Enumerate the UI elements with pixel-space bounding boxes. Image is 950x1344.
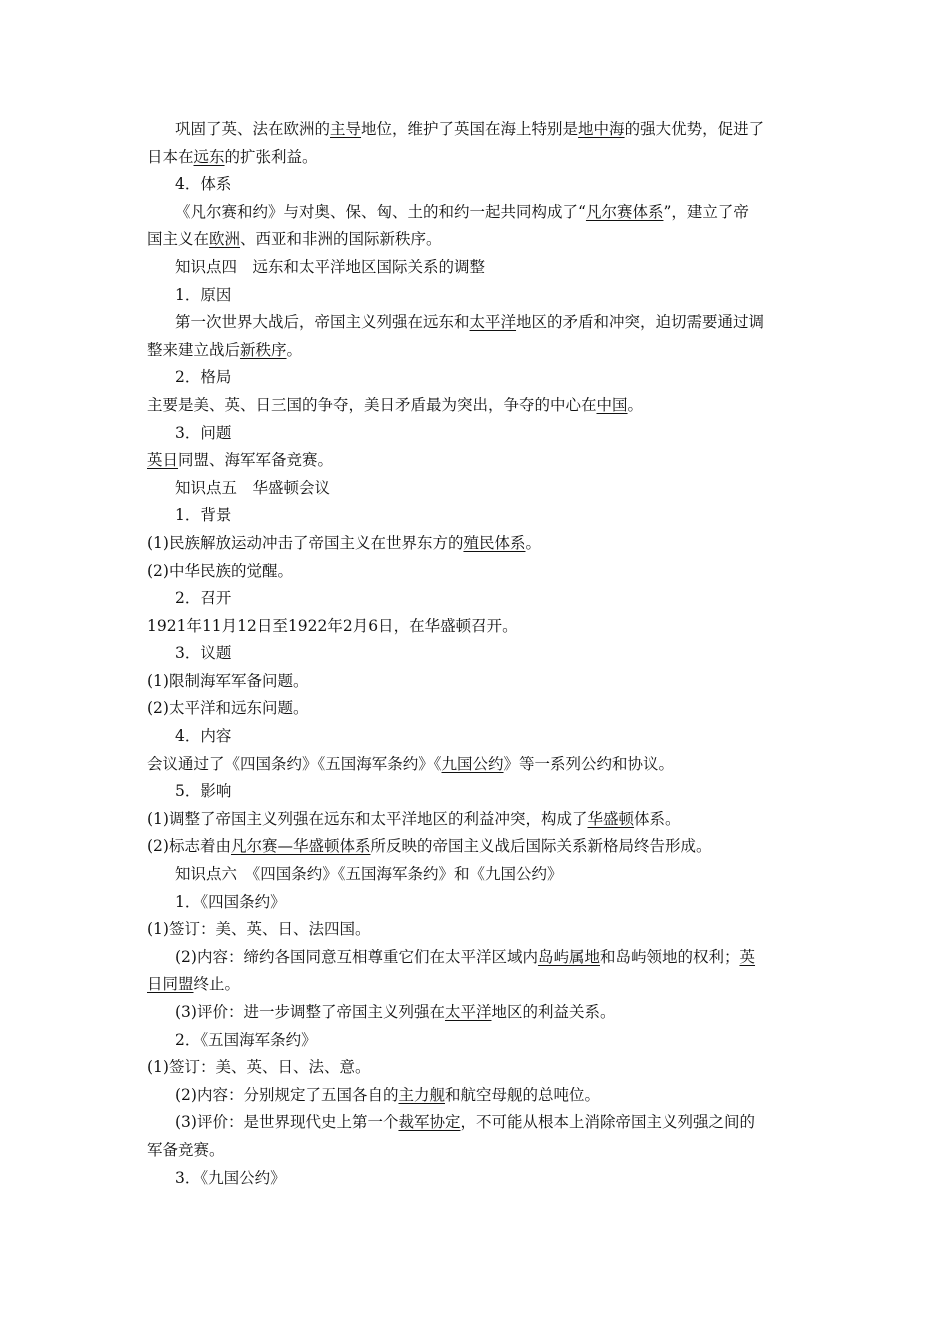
text-run: 3．问题 xyxy=(175,423,232,442)
text-line-19 xyxy=(147,613,815,641)
text-run: ，不可能从根本上消除帝国主义列强之间的 xyxy=(460,1113,755,1132)
text-run: 知识点五 华盛顿会议 xyxy=(175,478,331,497)
underlined-term: 殖民体系 xyxy=(463,533,526,552)
text-line-37 xyxy=(175,1109,815,1137)
underlined-term: 英 xyxy=(739,947,756,966)
text-run: 知识点四 远东和太平洋地区国际关系的调整 xyxy=(175,257,486,276)
underlined-term: 九国公约 xyxy=(441,754,504,773)
text-run: 和岛屿领地的权利； xyxy=(599,947,740,966)
text-line-8 xyxy=(175,309,815,337)
text-run: (1)签订：美、英、日、法、意。 xyxy=(147,1058,371,1077)
text-run: 同盟、海军军备竞赛。 xyxy=(178,451,334,470)
text-run: 军备竞赛。 xyxy=(147,1140,225,1159)
text-line-29 xyxy=(175,889,815,917)
text-run: 整来建立战后 xyxy=(147,340,241,359)
text-run: 2．格局 xyxy=(175,368,232,387)
text-line-3 xyxy=(175,171,815,199)
document-page xyxy=(147,116,815,1192)
underlined-term: 英日 xyxy=(147,451,179,470)
text-line-12 xyxy=(175,420,815,448)
underlined-term: 凡尔赛—华盛顿体系 xyxy=(230,837,371,856)
underlined-term: 太平洋 xyxy=(469,313,517,332)
text-run: 和航空母舰的总吨位。 xyxy=(444,1085,600,1104)
underlined-term: 华盛顿 xyxy=(587,809,634,828)
text-run: 》等一系列公约和协议。 xyxy=(503,754,675,773)
text-run: 终止。 xyxy=(193,975,241,994)
underlined-term: 主力舰 xyxy=(398,1085,445,1104)
text-line-14 xyxy=(175,475,815,503)
text-run: 。 xyxy=(627,395,644,414)
text-run: (2)内容：分别规定了五国各自的 xyxy=(175,1085,399,1104)
text-line-6 xyxy=(175,254,815,282)
text-run: 4．内容 xyxy=(175,727,232,746)
text-run: ”，建立了帝 xyxy=(663,202,749,221)
text-run: 5．影响 xyxy=(175,782,232,801)
text-line-1 xyxy=(175,116,815,144)
text-line-38 xyxy=(147,1137,815,1165)
text-line-10 xyxy=(175,364,815,392)
text-line-39 xyxy=(175,1165,815,1193)
underlined-term: 凡尔赛体系 xyxy=(585,202,664,221)
text-run: 地区的矛盾和冲突，迫切需要通过调 xyxy=(516,313,765,332)
text-line-13 xyxy=(147,447,815,475)
text-line-20 xyxy=(175,640,815,668)
text-run: (2)内容：缔约各国同意互相尊重它们在太平洋区域内 xyxy=(175,947,538,966)
text-line-24 xyxy=(147,751,815,779)
text-line-36 xyxy=(175,1082,815,1110)
text-line-26 xyxy=(147,806,815,834)
text-run: 日本在 xyxy=(147,147,194,166)
text-run: 4．体系 xyxy=(175,175,232,194)
text-run: 会议通过了《四国条约》《五国海军条约》《 xyxy=(147,754,442,773)
text-line-4 xyxy=(175,199,815,227)
text-run: 2．《五国海军条约》 xyxy=(175,1030,317,1049)
text-run: 1．原因 xyxy=(175,285,232,304)
text-line-33 xyxy=(175,999,815,1027)
text-line-17 xyxy=(147,558,815,586)
text-line-30 xyxy=(147,916,815,944)
text-line-16 xyxy=(147,530,815,558)
text-line-35 xyxy=(147,1054,815,1082)
text-line-28 xyxy=(175,861,815,889)
text-run: (2)中华民族的觉醒。 xyxy=(147,561,293,580)
text-line-27 xyxy=(147,833,815,861)
underlined-term: 太平洋 xyxy=(444,1003,492,1021)
text-line-21 xyxy=(147,668,815,696)
text-line-2 xyxy=(147,144,815,172)
text-run: 。 xyxy=(525,533,541,552)
text-run: 、西亚和非洲的国际新秩序。 xyxy=(240,230,442,249)
text-line-5 xyxy=(147,226,815,254)
underlined-term: 远东 xyxy=(193,147,225,166)
text-run: 地区的利益关系。 xyxy=(491,1003,616,1021)
text-run: 知识点六 《四国条约》《五国海军条约》和《九国公约》 xyxy=(175,865,563,884)
text-line-18 xyxy=(175,585,815,613)
underlined-term: 裁军协定 xyxy=(398,1113,461,1132)
text-line-31 xyxy=(175,944,815,972)
text-run: 的扩张利益。 xyxy=(224,147,318,166)
text-run: (1)调整了帝国主义列强在远东和太平洋地区的利益冲突，构成了 xyxy=(147,809,588,828)
text-line-15 xyxy=(175,502,815,530)
text-line-23 xyxy=(175,723,815,751)
text-line-22 xyxy=(147,695,815,723)
text-run: 地位，维护了英国在海上特别是 xyxy=(361,120,579,138)
text-run: 第一次世界大战后，帝国主义列强在远东和 xyxy=(175,313,470,332)
text-line-25 xyxy=(175,778,815,806)
text-run: 3．《九国公约》 xyxy=(175,1168,286,1187)
text-run: 主要是美、英、日三国的争夺，美日矛盾最为突出，争夺的中心在 xyxy=(147,395,597,414)
text-run: 3．议题 xyxy=(175,644,232,663)
text-run: 体系。 xyxy=(633,809,681,828)
text-run: 1．背景 xyxy=(175,506,232,525)
text-run: (2)标志着由 xyxy=(147,837,231,856)
text-run: (1)民族解放运动冲击了帝国主义在世界东方的 xyxy=(147,533,464,552)
text-run: (3)评价：进一步调整了帝国主义列强在 xyxy=(175,1003,445,1021)
text-run: (1)限制海军军备问题。 xyxy=(147,671,309,690)
text-run: 巩固了英、法在欧洲的 xyxy=(175,120,331,138)
text-line-34 xyxy=(175,1027,815,1055)
underlined-term: 地中海 xyxy=(578,120,625,138)
text-run: 1．《四国条约》 xyxy=(175,892,286,911)
text-run: 所反映的帝国主义战后国际关系新格局终告形成。 xyxy=(370,837,712,856)
text-run: (1)签订：美、英、日、法四国。 xyxy=(147,920,371,939)
text-line-9 xyxy=(147,337,815,365)
text-run: 国主义在 xyxy=(147,230,210,249)
underlined-term: 欧洲 xyxy=(209,230,241,249)
underlined-term: 岛屿属地 xyxy=(537,947,600,966)
text-line-11 xyxy=(147,392,815,420)
text-run: 《凡尔赛和约》与对奥、保、匈、土的和约一起共同构成了“ xyxy=(175,202,586,221)
underlined-term: 新秩序 xyxy=(240,340,287,359)
underlined-term: 中国 xyxy=(596,395,628,414)
text-run: 。 xyxy=(286,340,303,359)
text-run: 2．召开 xyxy=(175,589,232,608)
text-run: (2)太平洋和远东问题。 xyxy=(147,699,309,718)
text-line-7 xyxy=(175,282,815,310)
text-run: 的强大优势，促进了 xyxy=(624,120,765,138)
text-run: 1921年11月12日至1922年2月6日，在华盛顿召开。 xyxy=(147,616,518,635)
text-run: (3)评价：是世界现代史上第一个 xyxy=(175,1113,399,1132)
text-line-32 xyxy=(147,971,815,999)
underlined-term: 日同盟 xyxy=(147,975,194,994)
underlined-term: 主导 xyxy=(330,120,362,138)
